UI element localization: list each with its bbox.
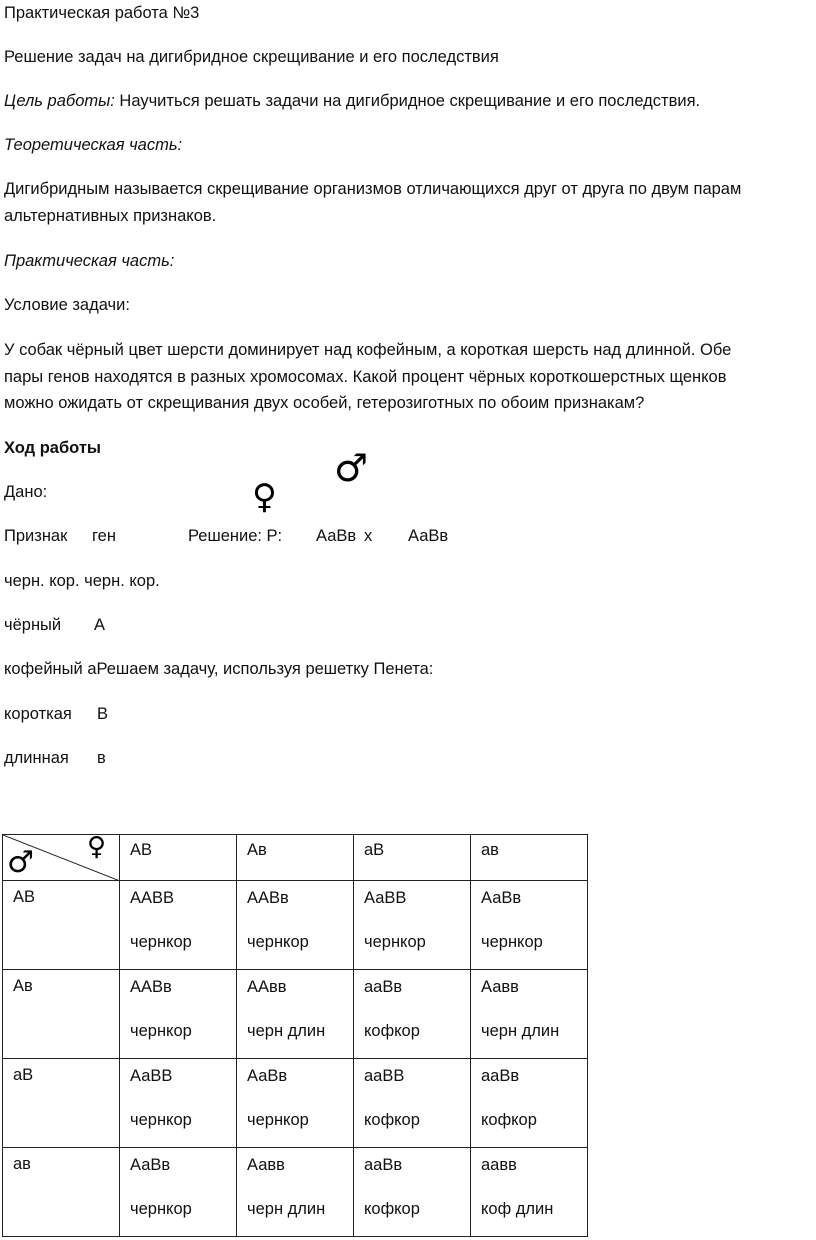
- female-genotype: АаВв: [316, 527, 357, 545]
- punnett-cell: [354, 1059, 471, 1148]
- cell-genotype: ааВв: [364, 1156, 403, 1174]
- female-symbol-icon: ♀: [252, 477, 277, 517]
- punnett-row: [3, 881, 588, 970]
- cell-phenotype: чернкор: [130, 933, 192, 951]
- male-gamete-header: аВ: [3, 1059, 120, 1148]
- goal-text: Научиться решать задачи на дигибридное скрещивание и его последствия.: [114, 92, 701, 110]
- punnett-cell: [354, 970, 471, 1059]
- punnett-cell: [471, 881, 588, 970]
- cell-phenotype: черн длин: [247, 1022, 326, 1040]
- male-gamete-header: Ав: [3, 970, 120, 1059]
- doc-title: Практическая работа №3: [4, 4, 200, 22]
- trait-coffee-line: [4, 660, 433, 679]
- practice-heading: Практическая часть:: [4, 252, 175, 270]
- cell-phenotype: коф длин: [481, 1200, 554, 1218]
- cell-phenotype: кофкор: [364, 1022, 420, 1040]
- cell-genotype: АаВв: [247, 1067, 288, 1085]
- punnett-cell: [237, 1148, 354, 1237]
- punnett-header-row: [3, 835, 588, 881]
- cell-genotype: ААВв: [130, 978, 172, 996]
- trait-short: короткая: [4, 705, 72, 723]
- trait-long: длинная: [4, 749, 69, 767]
- col-gene: ген: [92, 527, 116, 545]
- cell-phenotype: черн длин: [247, 1200, 326, 1218]
- female-gamete-header: АВ: [120, 835, 237, 881]
- punnett-cell: [354, 1148, 471, 1237]
- cell-phenotype: чернкор: [130, 1022, 192, 1040]
- punnett-cell: [237, 1059, 354, 1148]
- cross-sign: х: [364, 527, 373, 545]
- punnett-cell: [120, 1148, 237, 1237]
- punnett-square: [2, 834, 588, 1237]
- cell-genotype: АаВВ: [364, 889, 407, 907]
- cell-phenotype: чернкор: [481, 933, 543, 951]
- punnett-cell: [120, 881, 237, 970]
- cell-genotype: АаВВ: [130, 1067, 173, 1085]
- cell-phenotype: кофкор: [481, 1111, 537, 1129]
- punnett-cell: [471, 1148, 588, 1237]
- goal-line: [4, 92, 700, 111]
- cell-phenotype: чернкор: [130, 1111, 192, 1129]
- cell-genotype: АаВв: [481, 889, 522, 907]
- punnett-row: [3, 1148, 588, 1237]
- doc-topic: Решение задач на дигибридное скрещивание и его последствия: [4, 48, 499, 66]
- cell-phenotype: кофкор: [364, 1200, 420, 1218]
- col-trait: Признак: [4, 527, 68, 545]
- male-genotype: АаВв: [408, 527, 449, 545]
- male-gamete-header: ав: [3, 1148, 120, 1237]
- corner-female-icon: ♀: [87, 834, 107, 862]
- punnett-cell: [120, 1059, 237, 1148]
- cell-phenotype: кофкор: [364, 1111, 420, 1129]
- punnett-cell: [354, 881, 471, 970]
- trait-coffee: кофейный: [4, 660, 83, 678]
- given-label: Дано:: [4, 483, 48, 501]
- male-gamete-header: АВ: [3, 881, 120, 970]
- task-line-1: У собак чёрный цвет шерсти доминирует над кофейным, а короткая шерсть над длинной. Обе: [4, 341, 732, 359]
- punnett-corner-cell: [3, 835, 120, 881]
- cell-genotype: ААВв: [247, 889, 289, 907]
- punnett-cell: [471, 1059, 588, 1148]
- task-line-3: можно ожидать от скрещивания двух особей, гетерозиготных по обоим признакам?: [4, 394, 645, 412]
- cell-phenotype: черн длин: [481, 1022, 560, 1040]
- cell-genotype: АаВв: [130, 1156, 171, 1174]
- theory-line-1: Дигибридным называется скрещивание организмов отличающихся друг от друга по двум парам: [4, 180, 742, 198]
- theory-line-2: альтернативных признаков.: [4, 207, 217, 225]
- female-gamete-header: Ав: [237, 835, 354, 881]
- cell-genotype: ААВВ: [130, 889, 175, 907]
- work-heading: Ход работы: [4, 439, 101, 457]
- trait-black: чёрный: [4, 616, 62, 634]
- gene-long: в: [97, 749, 106, 767]
- female-gamete-header: аВ: [354, 835, 471, 881]
- gene-coffee-note: аРешаем задачу, используя решетку Пенета:: [87, 660, 434, 678]
- task-line-2: пары генов находятся в разных хромосомах. Какой процент чёрных короткошерстных щенков: [4, 368, 727, 386]
- gene-short: В: [97, 705, 109, 723]
- gene-black: А: [94, 616, 106, 634]
- female-gamete-header: ав: [471, 835, 588, 881]
- male-symbol-icon: ♂: [334, 446, 369, 490]
- cell-genotype: ааВв: [364, 978, 403, 996]
- goal-label: Цель работы:: [4, 92, 115, 110]
- theory-heading: Теоретическая часть:: [4, 136, 183, 154]
- cell-genotype: ааВВ: [364, 1067, 405, 1085]
- punnett-cell: [237, 881, 354, 970]
- punnett-row: [3, 970, 588, 1059]
- punnett-row: [3, 1059, 588, 1148]
- cell-phenotype: чернкор: [130, 1200, 192, 1218]
- punnett-cell: [471, 970, 588, 1059]
- cell-genotype: аавв: [481, 1156, 517, 1174]
- solution-label: Решение: P:: [188, 527, 283, 545]
- corner-male-icon: ♂: [7, 845, 34, 880]
- cell-phenotype: чернкор: [247, 933, 309, 951]
- punnett-cell: [120, 970, 237, 1059]
- cell-phenotype: чернкор: [364, 933, 426, 951]
- condition-heading: Условие задачи:: [4, 296, 130, 314]
- cell-genotype: Аавв: [481, 978, 519, 996]
- cell-genotype: Аавв: [247, 1156, 285, 1174]
- cell-phenotype: чернкор: [247, 1111, 309, 1129]
- cell-genotype: ААвв: [247, 978, 287, 996]
- cell-genotype: ааВв: [481, 1067, 520, 1085]
- parents-phenotype: черн. кор. черн. кор.: [4, 572, 160, 590]
- punnett-cell: [237, 970, 354, 1059]
